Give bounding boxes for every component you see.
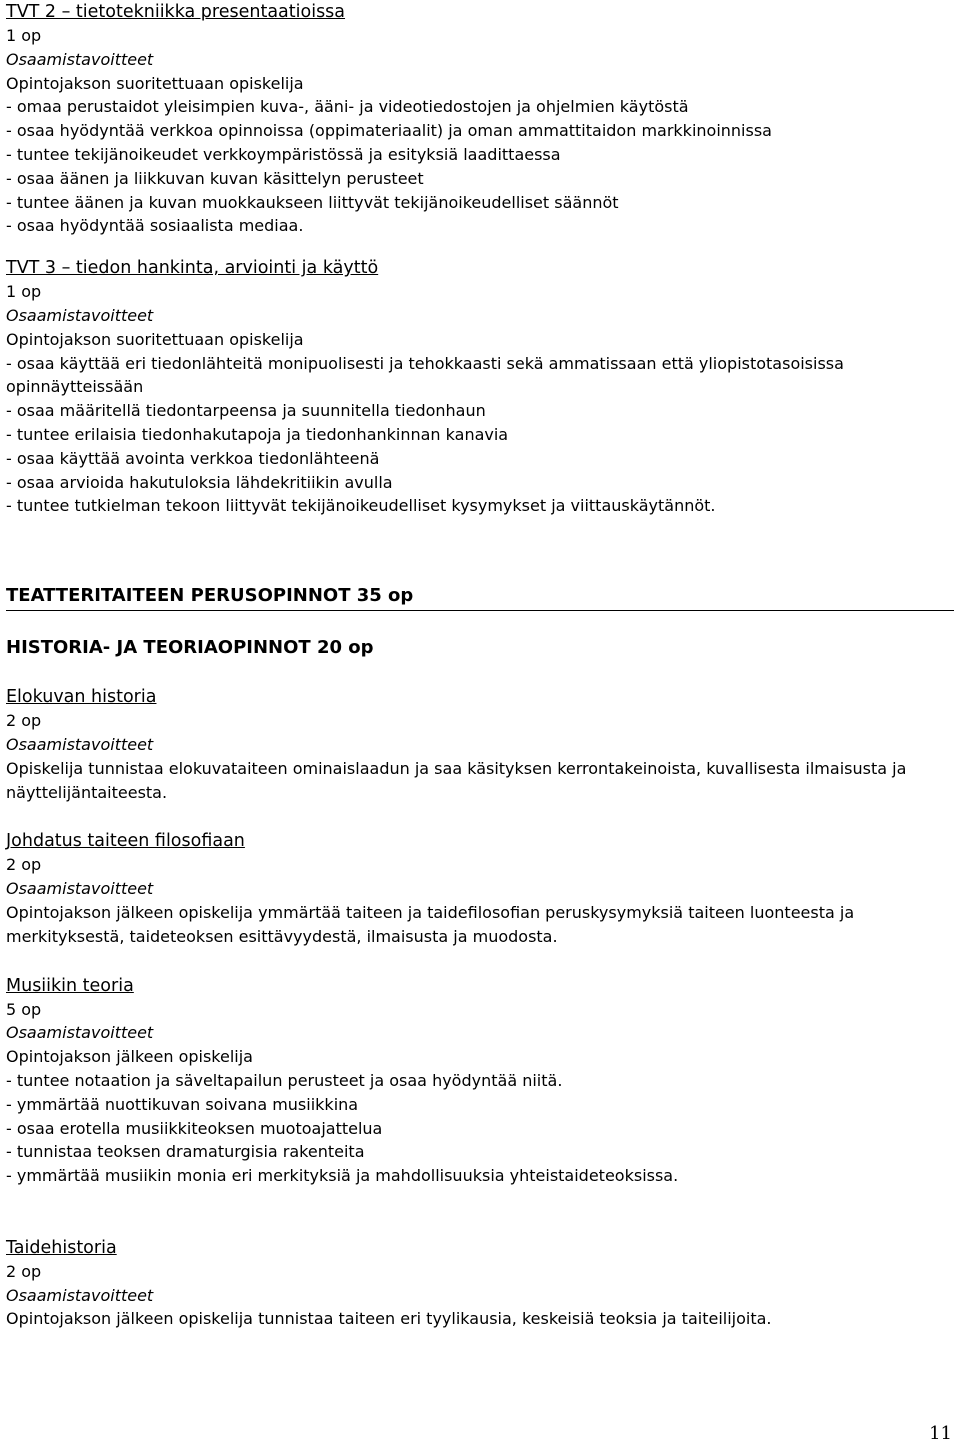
course-credits: 2 op	[6, 855, 42, 875]
course-credits: 5 op	[6, 999, 42, 1019]
course-description: Opintojakson jälkeen opiskelija tunnistaa taiteen eri tyylikausia, keskeisiä teoksia ja taiteilijoita.	[6, 1309, 772, 1329]
course-credits: 2 op	[6, 1261, 42, 1281]
course-title: TVT 2 – tietotekniikka presentaatioissa	[6, 2, 346, 22]
course-taidehistoria	[6, 1236, 954, 1331]
course-title: Taidehistoria	[6, 1237, 117, 1258]
list-item: - osaa määritellä tiedontarpeensa ja suunnitella tiedonhaun	[6, 401, 486, 421]
section-heading-perusopinnot: TEATTERITAITEEN PERUSOPINNOT 35 op	[6, 584, 954, 611]
course-elokuvan-historia	[6, 685, 954, 804]
list-item: - osaa käyttää avointa verkkoa tiedonlähteenä	[6, 448, 380, 468]
list-item: - ymmärtää musiikin monia eri merkityksiä ja mahdollisuuksia yhteistaideteoksissa.	[6, 1166, 679, 1186]
page-number: 11	[929, 1423, 952, 1444]
list-item: - tuntee erilaisia tiedonhakutapoja ja tiedonhankinnan kanavia	[6, 424, 509, 444]
course-title: Musiikin teoria	[6, 975, 134, 996]
outcomes-label: Osaamistavoitteet	[6, 734, 154, 754]
outcomes-label: Osaamistavoitteet	[6, 1023, 154, 1043]
course-credits: 2 op	[6, 711, 42, 731]
list-item: - osaa hyödyntää sosiaalista mediaa.	[6, 216, 304, 236]
outcomes-label: Osaamistavoitteet	[6, 879, 154, 899]
outcomes-intro: Opintojakson suoritettuaan opiskelija	[6, 329, 304, 349]
course-description: Opiskelija tunnistaa elokuvataiteen ominaislaadun ja saa käsityksen kerrontakeinoista, kuvallisesta ilmaisusta ja näyttelijäntaiteesta.	[6, 758, 907, 802]
list-item: opinnäytteissään	[6, 377, 144, 397]
outcomes-intro: Opintojakson suoritettuaan opiskelija	[6, 73, 304, 93]
course-tvt3	[6, 256, 954, 518]
course-description: Opintojakson jälkeen opiskelija ymmärtää taiteen ja taidefilosofian peruskysymyksiä taiteen luonteesta ja merkityksestä, taideteoksen esittävyydestä, ilmaisusta ja muodosta.	[6, 902, 855, 946]
outcomes-label: Osaamistavoitteet	[6, 1285, 154, 1305]
course-credits: 1 op	[6, 282, 42, 302]
course-johdatus-taiteen-filosofiaan	[6, 829, 954, 948]
list-item: - tunnistaa teoksen dramaturgisia rakenteita	[6, 1142, 365, 1162]
list-item: - osaa arvioida hakutuloksia lähdekritiikin avulla	[6, 472, 393, 492]
course-credits: 1 op	[6, 26, 42, 45]
list-item: - ymmärtää nuottikuvan soivana musiikkina	[6, 1094, 359, 1114]
list-item: - osaa hyödyntää verkkoa opinnoissa (oppimateriaalit) ja oman ammattitaidon markkinoinnissa	[6, 121, 772, 141]
outcomes-label: Osaamistavoitteet	[6, 305, 154, 325]
document-page	[6, 0, 954, 1331]
list-item: - tuntee tekijänoikeudet verkkoympäristössä ja esityksiä laadittaessa	[6, 144, 561, 164]
course-title: TVT 3 – tiedon hankinta, arviointi ja käyttö	[6, 258, 379, 279]
list-item: - omaa perustaidot yleisimpien kuva-, ääni- ja videotiedostojen ja ohjelmien käytöstä	[6, 97, 689, 117]
section-heading-historia-teoria: HISTORIA- JA TEORIAOPINNOT 20 op	[6, 637, 374, 659]
list-item: - osaa erotella musiikkiteoksen muotoajattelua	[6, 1118, 383, 1138]
list-item: - osaa käyttää eri tiedonlähteitä monipuolisesti ja tehokkaasti sekä ammatissaan että yliopistotasoisissa	[6, 353, 844, 373]
list-item: - tuntee notaation ja säveltapailun perusteet ja osaa hyödyntää niitä.	[6, 1070, 563, 1090]
course-title: Johdatus taiteen filosofiaan	[6, 831, 245, 852]
course-title: Elokuvan historia	[6, 687, 157, 708]
outcomes-intro: Opintojakson jälkeen opiskelija	[6, 1047, 253, 1067]
list-item: - tuntee äänen ja kuvan muokkaukseen liittyvät tekijänoikeudelliset säännöt	[6, 192, 619, 212]
course-tvt2	[6, 0, 954, 238]
list-item: - tuntee tutkielman tekoon liittyvät tekijänoikeudelliset kysymykset ja viittauskäytännöt.	[6, 496, 716, 516]
list-item: - osaa äänen ja liikkuvan kuvan käsittelyn perusteet	[6, 168, 424, 188]
outcomes-label: Osaamistavoitteet	[6, 49, 154, 69]
course-musiikin-teoria	[6, 974, 954, 1188]
